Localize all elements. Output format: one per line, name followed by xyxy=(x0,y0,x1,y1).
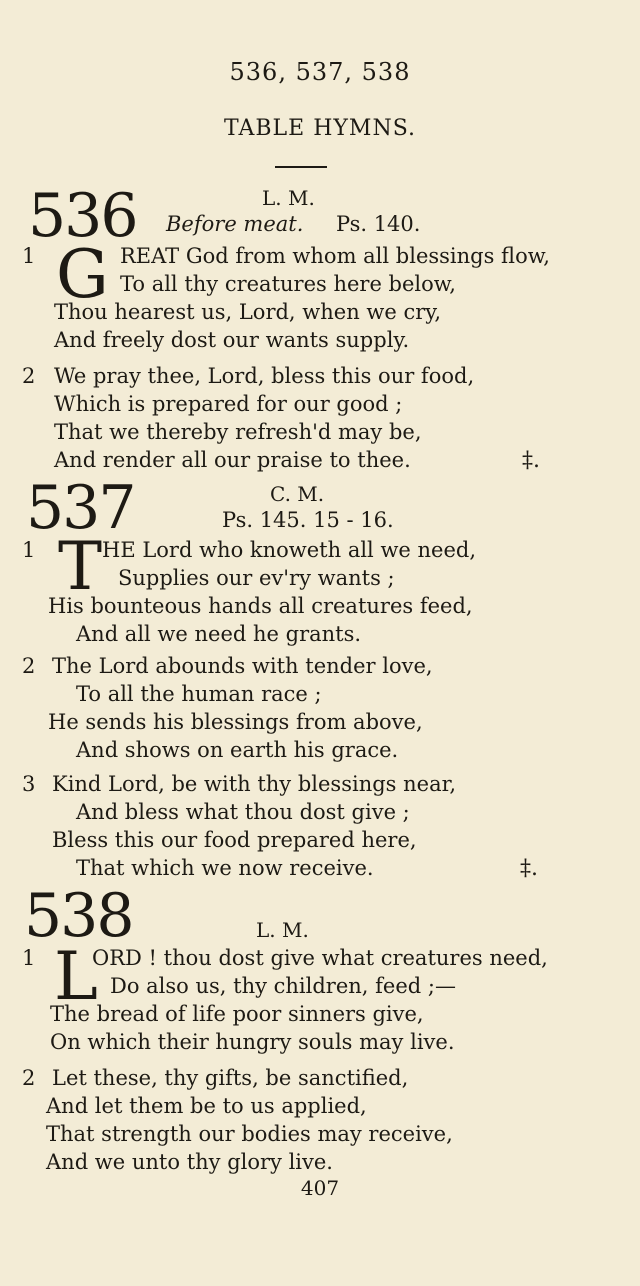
hymn-meter: L. M. xyxy=(262,186,315,210)
verse-line: Supplies our ev'ry wants ; xyxy=(118,566,395,590)
verse-line: ORD ! thou dost give what creatures need, xyxy=(92,946,548,970)
page-number: 407 xyxy=(300,1176,340,1200)
drop-cap: T xyxy=(58,528,103,605)
verse-line: Which is prepared for our good ; xyxy=(54,392,403,416)
end-mark: ‡. xyxy=(520,856,538,881)
verse-number: 2 xyxy=(22,364,36,388)
verse-line: And freely dost our wants supply. xyxy=(54,328,410,352)
verse-line: And render all our praise to thee. xyxy=(54,448,411,472)
verse-line: REAT God from whom all blessings flow, xyxy=(120,244,550,268)
hymn-reference: Ps. 145. 15 - 16. xyxy=(222,508,394,532)
verse-line: And shows on earth his grace. xyxy=(76,738,399,762)
verse-line: The Lord abounds with tender love, xyxy=(52,654,433,678)
drop-cap: G xyxy=(56,236,109,313)
verse-line: And we unto thy glory live. xyxy=(46,1150,333,1174)
verse-line: Kind Lord, be with thy blessings near, xyxy=(52,772,457,796)
verse-number: 2 xyxy=(22,654,36,678)
verse-line: On which their hungry souls may live. xyxy=(50,1030,455,1054)
verse-line: That strength our bodies may receive, xyxy=(46,1122,453,1146)
verse-line: Do also us, thy children, feed ;— xyxy=(110,974,456,998)
verse-line: That we thereby refresh'd may be, xyxy=(54,420,422,444)
verse-line: And let them be to us applied, xyxy=(46,1094,367,1118)
hymn-number: 538 xyxy=(24,881,133,951)
verse-line: Let these, thy gifts, be sanctified, xyxy=(52,1066,409,1090)
hymn-meter: C. M. xyxy=(270,482,325,506)
title-rule xyxy=(275,166,327,168)
verse-number: 3 xyxy=(22,772,36,796)
hymn-number: 536 xyxy=(28,181,137,251)
verse-line: He sends his blessings from above, xyxy=(48,710,423,734)
hymn-meter: L. M. xyxy=(256,918,309,942)
verse-line: That which we now receive. xyxy=(76,856,374,880)
hymn-reference: Ps. 140. xyxy=(336,212,421,236)
verse-number: 1 xyxy=(22,538,36,562)
section-title: TABLE HYMNS. xyxy=(224,116,416,141)
verse-line: Bless this our food prepared here, xyxy=(52,828,417,852)
verse-number: 2 xyxy=(22,1066,36,1090)
hymn-occasion: Before meat. xyxy=(166,212,304,236)
verse-line: His bounteous hands all creatures feed, xyxy=(48,594,473,618)
running-head: 536, 537, 538 xyxy=(229,58,411,86)
verse-number: 1 xyxy=(22,244,36,268)
drop-cap: L xyxy=(54,938,98,1015)
verse-number: 1 xyxy=(22,946,36,970)
hymn-number: 537 xyxy=(26,473,135,543)
verse-line: To all the human race ; xyxy=(76,682,322,706)
verse-line: And all we need he grants. xyxy=(76,622,362,646)
verse-line: To all thy creatures here below, xyxy=(120,272,456,296)
verse-line: The bread of life poor sinners give, xyxy=(50,1002,424,1026)
verse-line: Thou hearest us, Lord, when we cry, xyxy=(54,300,442,324)
verse-line: We pray thee, Lord, bless this our food, xyxy=(54,364,475,388)
verse-line: And bless what thou dost give ; xyxy=(76,800,410,824)
verse-line: HE Lord who knoweth all we need, xyxy=(102,538,477,562)
end-mark: ‡. xyxy=(522,448,540,473)
